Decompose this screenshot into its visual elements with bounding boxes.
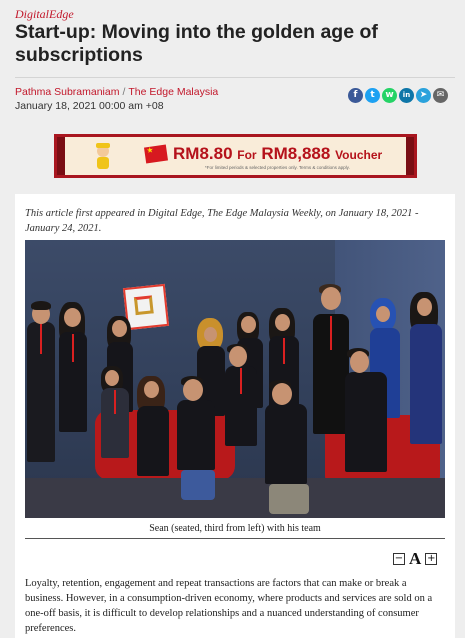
article-intro: This article first appeared in Digital Edge, The Edge Malaysia Weekly, on January 18, 2021 - January 24, 2021. — [25, 208, 419, 234]
team-photo — [25, 240, 445, 518]
whatsapp-icon[interactable]: w — [382, 88, 397, 103]
author-link[interactable]: Pathma Subramaniam — [15, 86, 120, 98]
photo-floor — [25, 478, 445, 518]
ad-price-for: For — [237, 148, 257, 162]
ad-fine-print: *For limited periods & selected properties only. Terms & conditions apply. — [205, 165, 350, 170]
publication-link[interactable]: The Edge Malaysia — [128, 86, 219, 98]
caption-divider — [25, 538, 445, 539]
ad-price-label: Voucher — [335, 148, 383, 162]
increase-font-button[interactable]: + — [427, 552, 436, 564]
mascot-icon — [91, 141, 115, 171]
twitter-icon[interactable]: t — [365, 88, 380, 103]
byline — [15, 86, 218, 98]
scroll-right-decoration — [406, 135, 414, 178]
share-bar — [348, 88, 448, 103]
category-label[interactable]: DigitalEdge — [15, 7, 74, 21]
font-size-controls — [393, 550, 437, 567]
ad-price-prize: RM8,888 — [261, 144, 331, 163]
email-icon[interactable]: ✉ — [433, 88, 448, 103]
scroll-left-decoration — [57, 135, 65, 178]
photo-caption: Sean (seated, third from left) with his team — [149, 523, 321, 534]
china-flag-icon — [144, 145, 168, 164]
linkedin-icon[interactable]: in — [399, 88, 414, 103]
byline-separator: / — [122, 86, 126, 98]
divider — [15, 77, 455, 78]
ad-price-main: RM8.80 — [173, 144, 233, 163]
facebook-icon[interactable]: f — [348, 88, 363, 103]
font-size-label: A — [409, 549, 422, 568]
article-card — [15, 194, 455, 638]
ad-headline — [173, 144, 382, 164]
article-title: Start-up: Moving into the golden age of subscriptions — [15, 21, 378, 66]
ad-banner[interactable] — [54, 134, 417, 178]
telegram-icon[interactable]: ➤ — [416, 88, 431, 103]
article-body: Loyalty, retention, engagement and repeat transactions are factors that can make or break a business. However, in a consumption-driven economy, where products and services are sold on a one-off basis, it is difficult to develop relationships and a nuanced understanding of consumer preferences. — [25, 578, 433, 634]
publish-date: January 18, 2021 00:00 am +08 — [15, 100, 164, 112]
decrease-font-button[interactable]: − — [394, 552, 404, 564]
